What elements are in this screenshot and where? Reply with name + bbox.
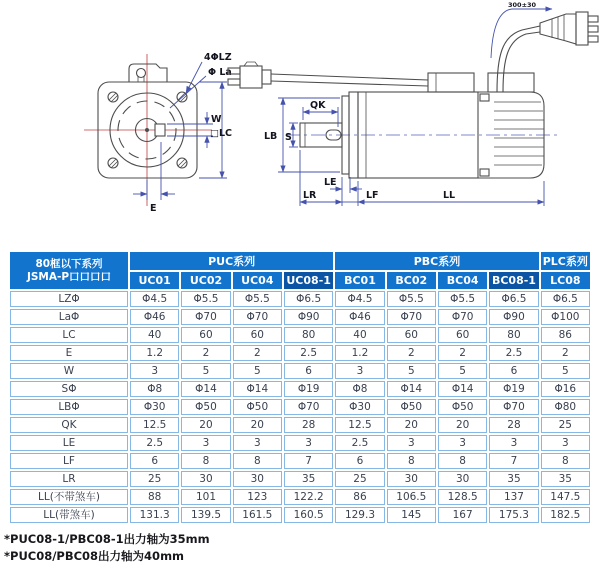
row-label: LBΦ [10, 399, 128, 415]
spec-cell: Φ14 [387, 381, 436, 397]
dim-label-key-width: W [211, 114, 222, 125]
spec-cell: 106.5 [387, 489, 436, 505]
dim-label-lr: LR [303, 190, 317, 201]
dim-label-lf: LF [366, 190, 379, 201]
row-label: LaΦ [10, 309, 128, 325]
spec-cell: Φ8 [130, 381, 179, 397]
spec-cell: 3 [438, 435, 487, 451]
dim-label-cable-length: 300±30 [508, 1, 537, 9]
spec-cell: 3 [335, 363, 384, 379]
spec-cell: 35 [284, 471, 333, 487]
spec-cell: Φ50 [181, 399, 230, 415]
spec-cell: 5 [438, 363, 487, 379]
spec-cell: 25 [541, 417, 590, 433]
series-title-line2: JSMA-P口口口口 [26, 270, 112, 283]
table-row [10, 345, 590, 361]
cooling-fins [494, 102, 544, 165]
spec-cell: Φ50 [233, 399, 282, 415]
spec-cell: 30 [233, 471, 282, 487]
spec-cell: 3 [489, 435, 538, 451]
bolt-hole-top-left [108, 92, 118, 102]
footnotes [4, 531, 600, 564]
row-label: W [10, 363, 128, 379]
spec-cell: 8 [233, 453, 282, 469]
row-label: LR [10, 471, 128, 487]
dim-label-qk: QK [310, 100, 326, 111]
group-header-puc: PUC系列 [130, 252, 333, 270]
model-header-bc08-1: BC08-1 [489, 272, 538, 289]
table-row [10, 507, 590, 523]
spec-cell: 161.5 [233, 507, 282, 523]
spec-cell: 12.5 [130, 417, 179, 433]
spec-cell: 3 [233, 435, 282, 451]
table-row [10, 363, 590, 379]
spec-cell: 7 [489, 453, 538, 469]
spec-cell: 5 [387, 363, 436, 379]
spec-cell: 30 [387, 471, 436, 487]
motor-side-view [228, 1, 598, 206]
table-row [10, 453, 590, 469]
spec-cell: 30 [181, 471, 230, 487]
spec-cell: 2 [233, 345, 282, 361]
spec-cell: 6 [284, 363, 333, 379]
series-header-row [10, 252, 590, 270]
spec-cell: 123 [233, 489, 282, 505]
spec-cell: Φ46 [130, 309, 179, 325]
table-row [10, 417, 590, 433]
spec-cell: Φ90 [489, 309, 538, 325]
group-header-plc: PLC系列 [541, 252, 590, 270]
row-label: LF [10, 453, 128, 469]
spec-cell: 6 [489, 363, 538, 379]
spec-cell: 6 [130, 453, 179, 469]
spec-cell: Φ70 [233, 309, 282, 325]
spec-cell: Φ19 [489, 381, 538, 397]
power-connector [228, 62, 428, 88]
spec-cell: 175.3 [489, 507, 538, 523]
series-title-line1: 80框以下系列 [35, 257, 103, 270]
spec-cell: 6 [335, 453, 384, 469]
spec-cell: 80 [489, 327, 538, 343]
spec-cell: 122.2 [284, 489, 333, 505]
table-row [10, 471, 590, 487]
spec-cell: 7 [284, 453, 333, 469]
spec-cell: Φ50 [387, 399, 436, 415]
spec-cell: Φ80 [541, 399, 590, 415]
spec-cell: 12.5 [335, 417, 384, 433]
model-header-uc04: UC04 [233, 272, 282, 289]
spec-cell: 2 [181, 345, 230, 361]
spec-cell: 145 [387, 507, 436, 523]
spec-cell: 3 [541, 435, 590, 451]
spec-cell: 28 [489, 417, 538, 433]
spec-cell: Φ30 [130, 399, 179, 415]
spec-cell: 5 [233, 363, 282, 379]
spec-table-body [10, 291, 590, 523]
row-label: E [10, 345, 128, 361]
table-row [10, 327, 590, 343]
row-label: LC [10, 327, 128, 343]
dim-label-ll: LL [443, 190, 456, 201]
spec-cell: Φ70 [181, 309, 230, 325]
footnote-shaft-35mm: *PUC08-1/PBC08-1出力轴为35mm [4, 532, 210, 546]
spec-cell: 2 [438, 345, 487, 361]
dim-label-pilot-dia: Φ La [208, 67, 232, 78]
spec-cell: 2 [387, 345, 436, 361]
spec-cell: 3 [284, 435, 333, 451]
spec-table [8, 250, 592, 525]
motor-front-view [84, 52, 232, 214]
spec-cell: Φ100 [541, 309, 590, 325]
row-label: SΦ [10, 381, 128, 397]
spec-cell: Φ4.5 [130, 291, 179, 307]
spec-cell: Φ14 [233, 381, 282, 397]
spec-cell: 101 [181, 489, 230, 505]
spec-cell: 20 [233, 417, 282, 433]
spec-cell: 40 [130, 327, 179, 343]
spec-cell: Φ6.5 [284, 291, 333, 307]
spec-cell: 60 [387, 327, 436, 343]
spec-cell: 160.5 [284, 507, 333, 523]
spec-cell: 5 [541, 363, 590, 379]
spec-cell: Φ46 [335, 309, 384, 325]
model-header-uc01: UC01 [130, 272, 179, 289]
spec-cell: 35 [489, 471, 538, 487]
spec-cell: 137 [489, 489, 538, 505]
spec-cell: 2.5 [335, 435, 384, 451]
spec-cell: 80 [284, 327, 333, 343]
model-header-bc04: BC04 [438, 272, 487, 289]
spec-cell: Φ50 [438, 399, 487, 415]
spec-cell: 35 [541, 471, 590, 487]
table-row [10, 309, 590, 325]
row-label: LL(带煞车) [10, 507, 128, 523]
spec-cell: 60 [438, 327, 487, 343]
spec-cell: 8 [541, 453, 590, 469]
bolt-hole-bottom-right [177, 158, 187, 168]
spec-cell: 147.5 [541, 489, 590, 505]
spec-cell: Φ8 [335, 381, 384, 397]
spec-cell: Φ5.5 [233, 291, 282, 307]
spec-cell: 3 [181, 435, 230, 451]
bolt-hole-bottom-left [108, 158, 118, 168]
spec-cell: Φ90 [284, 309, 333, 325]
table-corner-header [10, 252, 128, 289]
dim-label-s: S [285, 132, 292, 143]
spec-cell: Φ6.5 [489, 291, 538, 307]
group-header-pbc: PBC系列 [335, 252, 538, 270]
spec-cell: 2.5 [489, 345, 538, 361]
spec-cell: 2 [541, 345, 590, 361]
spec-cell: 131.3 [130, 507, 179, 523]
spec-cell: 8 [438, 453, 487, 469]
spec-cell: Φ70 [438, 309, 487, 325]
spec-cell: Φ5.5 [438, 291, 487, 307]
spec-cell: Φ14 [438, 381, 487, 397]
dim-label-flange-size: □LC [210, 128, 233, 139]
spec-cell: Φ6.5 [541, 291, 590, 307]
table-row [10, 435, 590, 451]
spec-cell: Φ4.5 [335, 291, 384, 307]
spec-cell: 2.5 [130, 435, 179, 451]
spec-cell: 20 [181, 417, 230, 433]
dim-label-lb: LB [264, 131, 278, 142]
spec-cell: Φ5.5 [181, 291, 230, 307]
dim-label-e: E [150, 203, 157, 214]
spec-cell: Φ5.5 [387, 291, 436, 307]
spec-cell: 86 [335, 489, 384, 505]
spec-cell: Φ14 [181, 381, 230, 397]
table-row [10, 489, 590, 505]
spec-cell: 20 [438, 417, 487, 433]
spec-cell: Φ19 [284, 381, 333, 397]
spec-cell: 2.5 [284, 345, 333, 361]
spec-cell: 60 [181, 327, 230, 343]
spec-cell: 88 [130, 489, 179, 505]
row-label: LZΦ [10, 291, 128, 307]
spec-cell: 8 [181, 453, 230, 469]
spec-cell: Φ30 [335, 399, 384, 415]
footnote-shaft-40mm: *PUC08/PBC08出力轴为40mm [4, 548, 185, 563]
spec-cell: Φ70 [387, 309, 436, 325]
spec-cell: 139.5 [181, 507, 230, 523]
spec-cell: Φ70 [489, 399, 538, 415]
row-label: LE [10, 435, 128, 451]
spec-cell: 86 [541, 327, 590, 343]
spec-cell: 3 [387, 435, 436, 451]
spec-cell: 182.5 [541, 507, 590, 523]
spec-cell: 25 [335, 471, 384, 487]
spec-cell: 8 [387, 453, 436, 469]
row-label: LL(不带煞车) [10, 489, 128, 505]
table-row [10, 399, 590, 415]
row-label: QK [10, 417, 128, 433]
model-header-bc01: BC01 [335, 272, 384, 289]
spec-cell: 20 [387, 417, 436, 433]
dim-label-bolt-holes: 4ΦLZ [204, 52, 232, 63]
spec-cell: 5 [181, 363, 230, 379]
spec-cell: Φ70 [284, 399, 333, 415]
spec-cell: Φ16 [541, 381, 590, 397]
dimension-diagram [0, 0, 600, 248]
model-header-uc02: UC02 [181, 272, 230, 289]
model-header-bc02: BC02 [387, 272, 436, 289]
spec-cell: 129.3 [335, 507, 384, 523]
table-row [10, 291, 590, 307]
spec-cell: 40 [335, 327, 384, 343]
table-row [10, 381, 590, 397]
spec-cell: 60 [233, 327, 282, 343]
encoder-connector [497, 12, 598, 92]
spec-cell: 128.5 [438, 489, 487, 505]
spec-cell: 30 [438, 471, 487, 487]
spec-cell: 1.2 [335, 345, 384, 361]
spec-cell: 25 [130, 471, 179, 487]
spec-cell: 3 [130, 363, 179, 379]
dim-label-le: LE [324, 177, 337, 188]
model-header-lc08: LC08 [541, 272, 590, 289]
spec-cell: 167 [438, 507, 487, 523]
spec-cell: 1.2 [130, 345, 179, 361]
model-header-uc08-1: UC08-1 [284, 272, 333, 289]
spec-cell: 28 [284, 417, 333, 433]
